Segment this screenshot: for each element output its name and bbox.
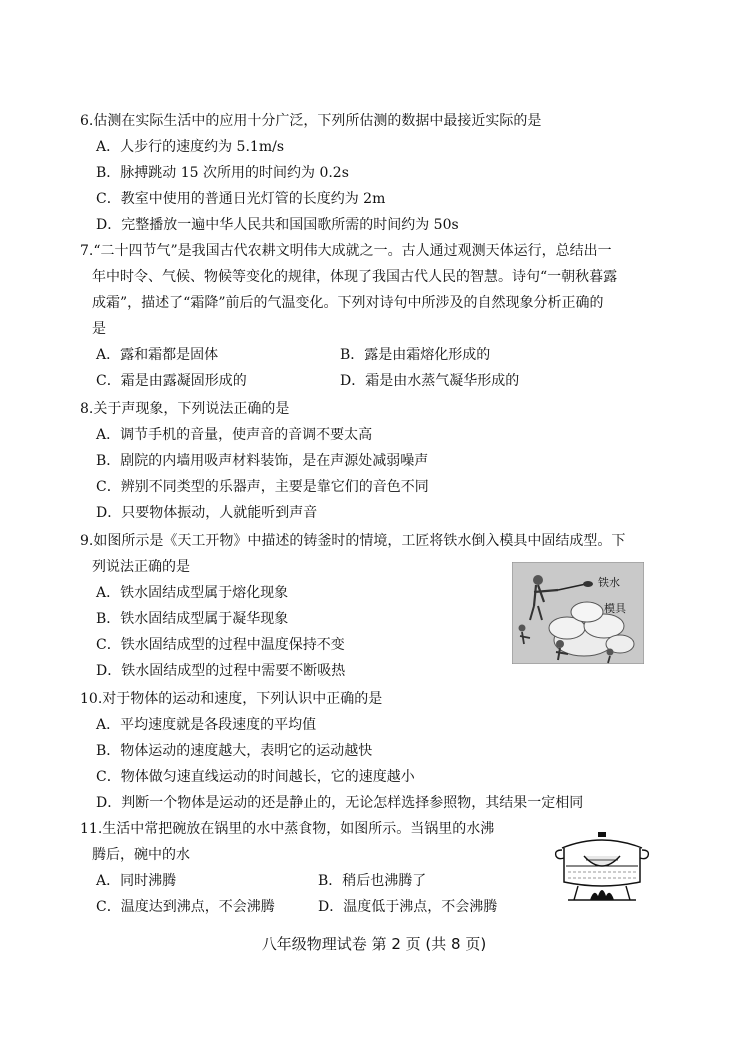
q11-stem-line-2: 腾后，碗中的水	[92, 847, 190, 863]
q6-option-d: D．完整播放一遍中华人民共和国国歌所需的时间约为 50s	[96, 217, 459, 233]
q9-stem-line-2: 列说法正确的是	[92, 559, 190, 575]
pot-figure	[554, 826, 650, 904]
q10-stem: 10.对于物体的运动和速度，下列认识中正确的是	[80, 691, 383, 707]
q7-stem-line-4: 是	[92, 321, 106, 337]
q7-stem-line-1: 7.“二十四节气”是我国古代农耕文明伟大成就之一。古人通过观测天体运行，总结出一	[80, 243, 612, 259]
q8-option-a: A．调节手机的音量，使声音的音调不要太高	[96, 427, 373, 443]
q8-stem: 8.关于声现象，下列说法正确的是	[80, 401, 290, 417]
q7-stem-line-3: 成霜”，描述了“霜降”前后的气温变化。下列对诗句中所涉及的自然现象分析正确的	[92, 295, 604, 311]
figure-label-mould: 模具	[604, 602, 626, 615]
q9-option-c: C．铁水固结成型的过程中温度保持不变	[96, 637, 345, 653]
q6-option-a: A．人步行的速度约为 5.1m/s	[96, 139, 285, 155]
q11-option-c: C．温度达到沸点，不会沸腾	[96, 899, 275, 915]
q6-option-c: C．教室中使用的普通日光灯管的长度约为 2m	[96, 191, 386, 207]
q7-stem-line-2: 年中时令、气候、物候等变化的规律，体现了我国古代人民的智慧。诗句“一朝秋暮露	[92, 269, 618, 285]
page-footer: 八年级物理试卷 第 2 页 (共 8 页)	[261, 935, 487, 953]
figure-label-iron-water: 铁水	[598, 576, 620, 589]
q6-option-b: B．脉搏跳动 15 次所用的时间约为 0.2s	[96, 165, 349, 181]
q10-option-d: D．判断一个物体是运动的还是静止的，无论怎样选择参照物，其结果一定相同	[96, 795, 584, 811]
q9-option-d: D．铁水固结成型的过程中需要不断吸热	[96, 663, 346, 679]
q7-option-c: C．霜是由露凝固形成的	[96, 373, 247, 389]
q7-option-b: B．露是由霜熔化形成的	[340, 347, 491, 363]
q9-option-a: A．铁水固结成型属于熔化现象	[96, 585, 289, 601]
q7-option-a: A．露和霜都是固体	[96, 347, 219, 363]
q7-option-d: D．霜是由水蒸气凝华形成的	[340, 373, 520, 389]
q9-stem-line-1: 9.如图所示是《天工开物》中描述的铸釜时的情境，工匠将铁水倒入模具中固结成型。下	[80, 533, 626, 549]
q11-option-b: B．稍后也沸腾了	[318, 873, 427, 889]
q6-stem: 6.估测在实际生活中的应用十分广泛，下列所估测的数据中最接近实际的是	[80, 113, 542, 129]
q11-option-d: D．温度低于沸点，不会沸腾	[318, 899, 498, 915]
q8-option-b: B．剧院的内墙用吸声材料装饰，是在声源处减弱噪声	[96, 453, 429, 469]
q8-option-c: C．辨别不同类型的乐器声，主要是靠它们的音色不同	[96, 479, 429, 495]
q9-option-b: B．铁水固结成型属于凝华现象	[96, 611, 289, 627]
casting-figure	[512, 562, 644, 664]
q10-option-a: A．平均速度就是各段速度的平均值	[96, 717, 317, 733]
q8-option-d: D．只要物体振动，人就能听到声音	[96, 505, 318, 521]
q11-stem-line-1: 11.生活中常把碗放在锅里的水中蒸食物，如图所示。当锅里的水沸	[80, 821, 495, 837]
q11-option-a: A．同时沸腾	[96, 873, 177, 889]
q10-option-c: C．物体做匀速直线运动的时间越长，它的速度越小	[96, 769, 415, 785]
q10-option-b: B．物体运动的速度越大，表明它的运动越快	[96, 743, 373, 759]
